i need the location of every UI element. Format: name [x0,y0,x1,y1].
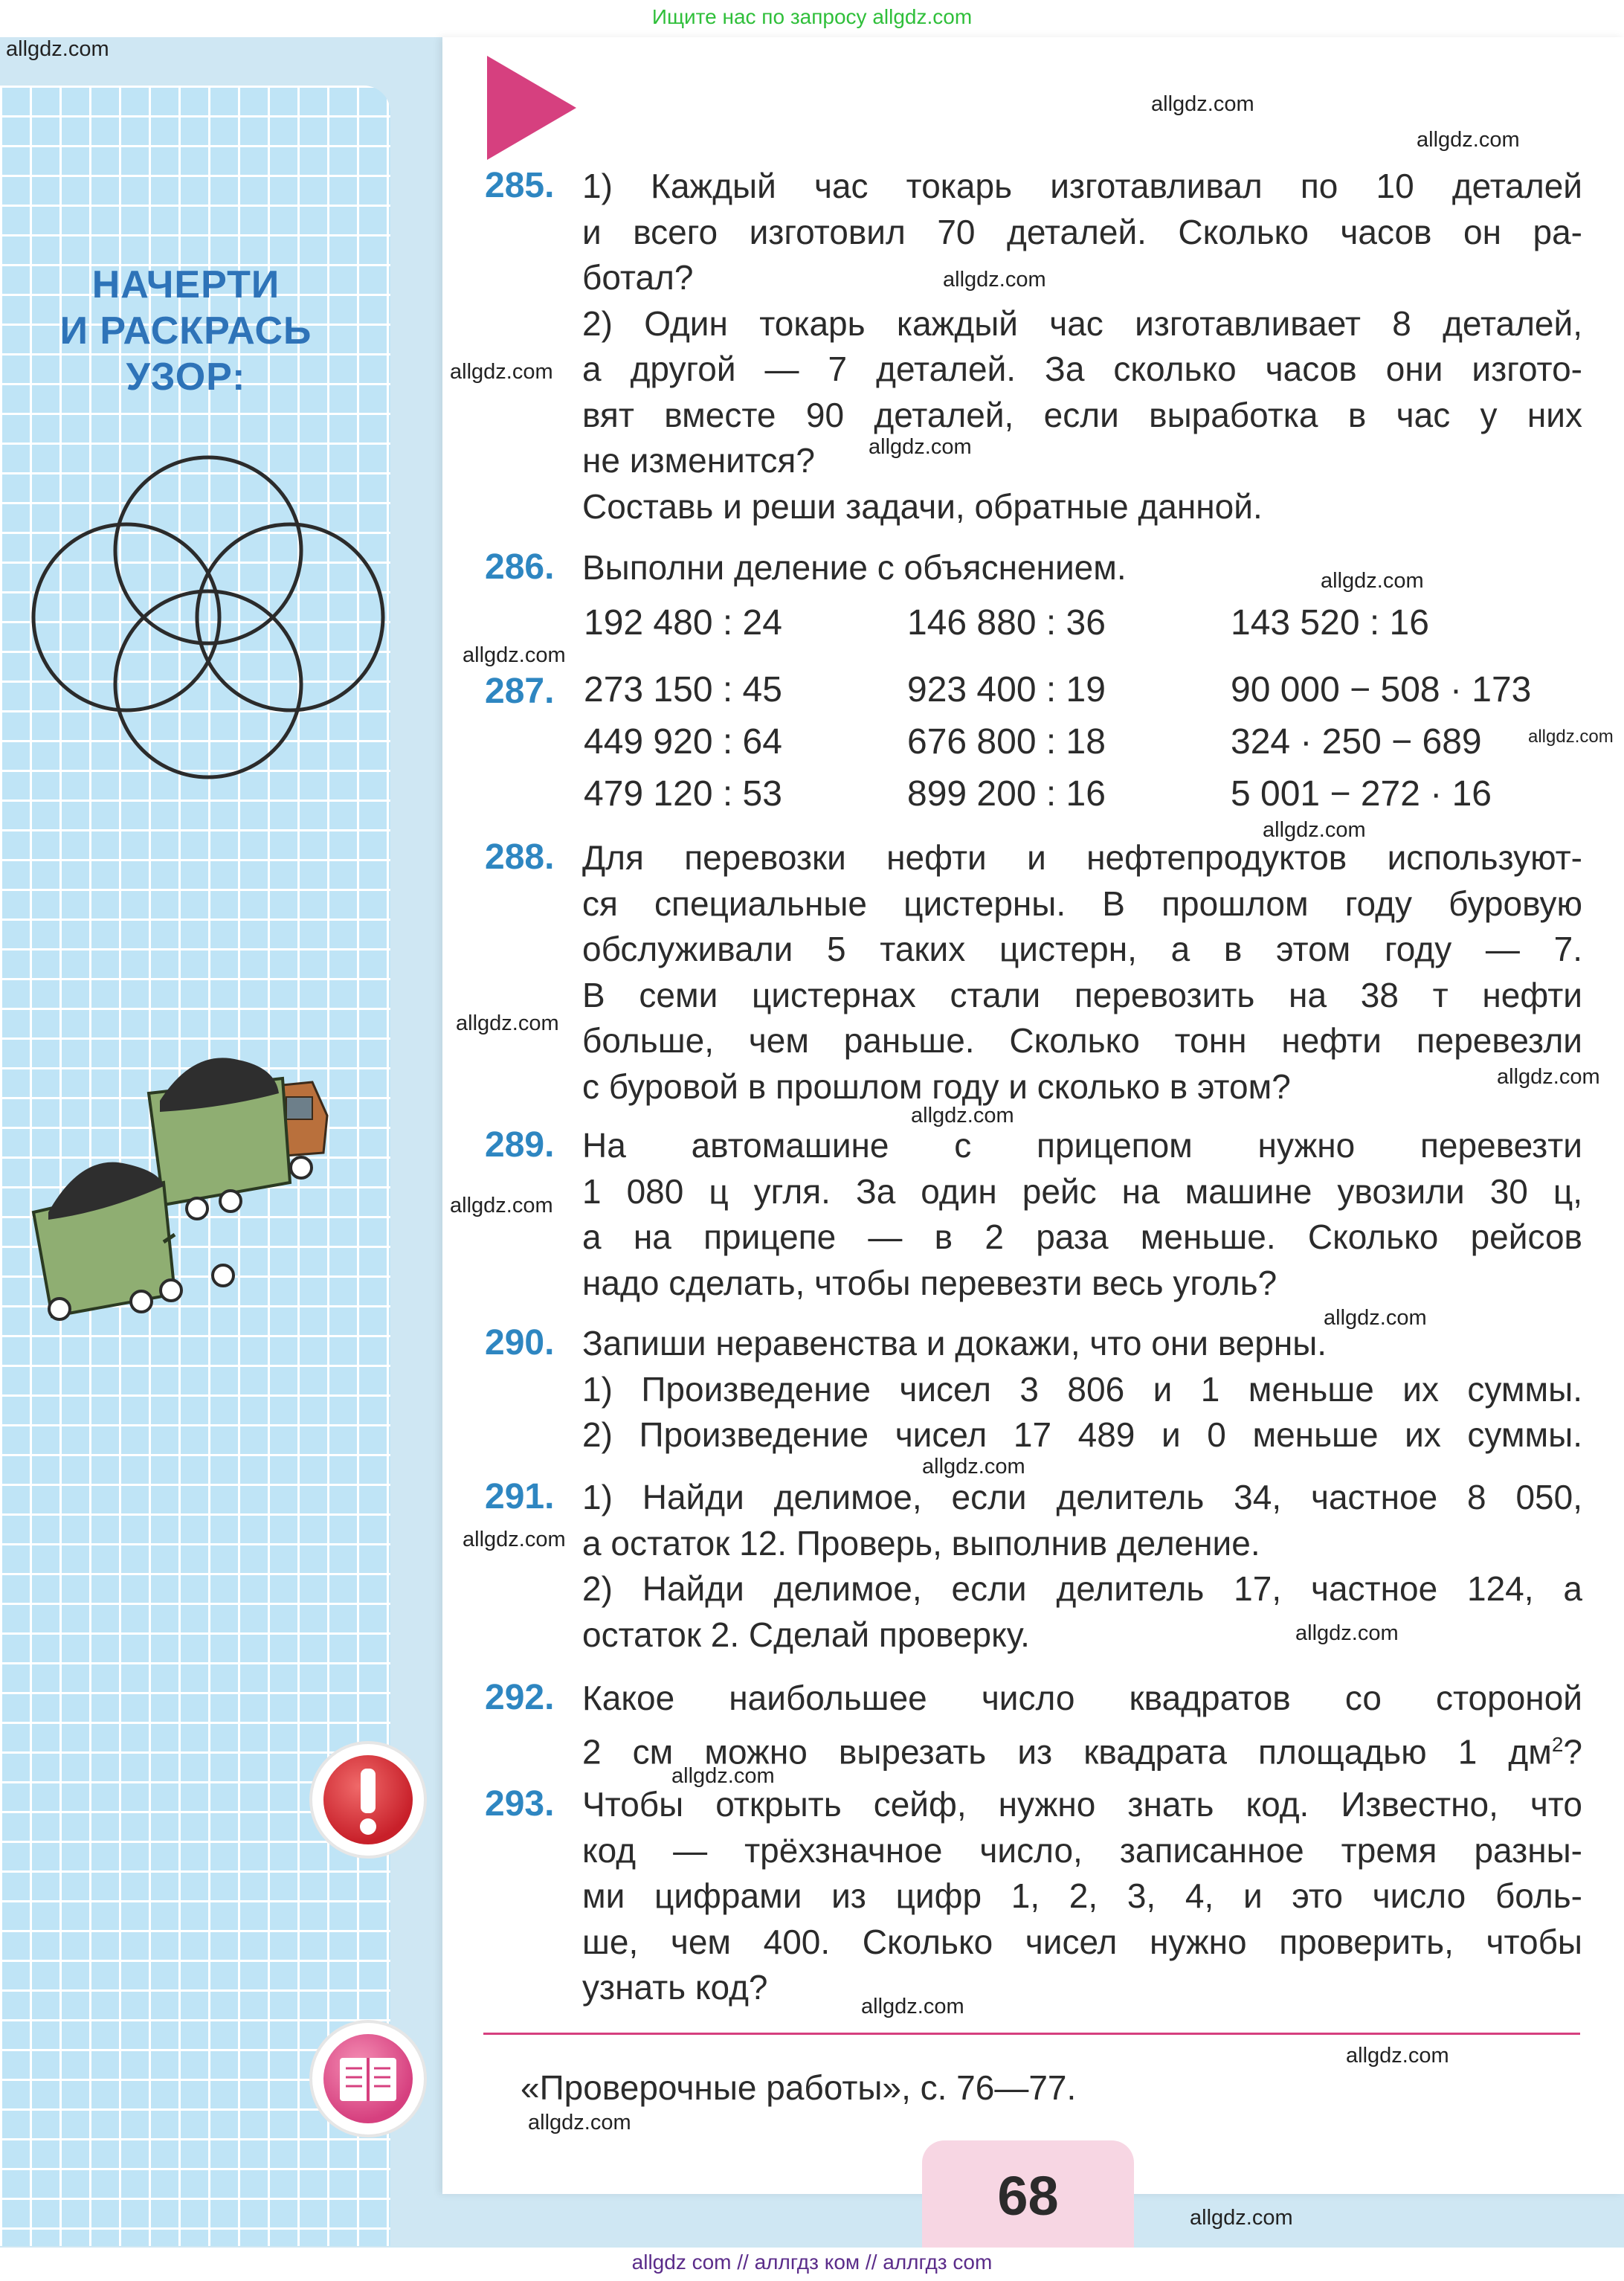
problem-number-292: 292. [485,1678,555,1717]
text-line: 1 080 ц угля. За один рейс на машине увозили 30 ц, [582,1171,1582,1211]
problem-292-text [582,1676,1582,1775]
text-line: с буровой в прошлом году и сколько в этом? [582,1066,1291,1106]
text-line: ботал? [582,258,694,297]
divider [483,2033,1580,2035]
watermark[interactable]: allgdz.com [450,1194,553,1217]
page-number: 68 [997,2165,1059,2227]
text-line: На автомашине с прицепом нужно перевезти [582,1126,1582,1165]
text-line: ся специальные цистерны. В прошлом году буровую [582,884,1582,923]
expression: 324 · 250 − 689 [1231,722,1482,762]
book-icon [312,2023,424,2134]
watermark[interactable]: allgdz.com [861,1995,964,2018]
text-line: Чтобы открыть сейф, нужно знать код. Известно, что [582,1785,1582,1824]
reference-text: «Проверочные работы», с. 76—77. [521,2068,1077,2107]
text-line: 2) Найди делимое, если делитель 17, частное 124, а [582,1569,1582,1608]
problem-number-289: 289. [485,1125,555,1165]
text-line: Запиши неравенства и докажи, что они верны. [582,1324,1327,1363]
text-line: и всего изготовил 70 деталей. Сколько часов он ра- [582,212,1582,251]
text-line: Какое наибольшее число квадратов со стороной [582,1679,1582,1717]
watermark[interactable]: allgdz.com [1151,92,1254,116]
expression: 5 001 − 272 · 16 [1231,774,1492,814]
text-line: а остаток 12. Проверь, выполнив деление. [582,1523,1260,1563]
text-line: Для перевозки нефти и нефтепродуктов используют- [582,838,1582,877]
text-line: 1) Каждый час токарь изготавливал по 10 деталей [582,167,1582,205]
expression: 143 520 : 16 [1231,603,1429,643]
triangle-arrow-icon [487,56,576,160]
watermark[interactable]: allgdz.com [911,1104,1014,1127]
truck-wheel [161,1280,181,1301]
text-line: вят вместе 90 деталей, если выработка в час у них [582,395,1582,434]
problem-286-text [582,545,1582,591]
pattern-circle [197,524,383,710]
text-line: а другой — 7 деталей. За сколько часов они изгото- [582,350,1582,388]
truck-wheel [49,1299,70,1319]
side-title-line: И РАСКРАСЬ [59,309,312,353]
watermark[interactable]: allgdz.com [1190,2206,1293,2230]
problem-285-text [582,164,1582,530]
problem-number-288: 288. [485,837,555,877]
watermark[interactable]: allgdz.com [1295,1621,1399,1645]
top-banner[interactable]: Ищите нас по запросу allgdz.com [651,5,973,28]
text-line: а на прицепе — в 2 раза меньше. Сколько рейсов [582,1217,1582,1256]
pattern-circle [115,591,301,777]
watermark[interactable]: allgdz.com [1263,818,1366,842]
watermark[interactable]: allgdz.com [463,643,566,667]
coal-truck-illustration [30,1034,342,1331]
watermark[interactable]: allgdz.com [463,1528,566,1551]
problem-number-293: 293. [485,1784,555,1824]
problem-288-text [582,835,1582,1110]
text-line: Составь и реши задачи, обратные данной. [582,486,1263,526]
watermark[interactable]: allgdz.com [1346,2044,1449,2068]
truck-wheel [291,1157,312,1178]
text-line: В семи цистернах стали перевозить на 38 т нефти [582,975,1582,1014]
expression: 192 480 : 24 [584,603,782,643]
side-title-line: НАЧЕРТИ [91,263,280,306]
watermark[interactable]: allgdz.com [943,268,1046,292]
text-line: надо сделать, чтобы перевезти весь уголь? [582,1263,1277,1302]
text-line: не изменится? [582,441,815,480]
watermark[interactable]: allgdz.com [869,435,972,459]
watermark[interactable]: allgdz.com [1324,1306,1427,1330]
text-line: остаток 2. Сделай проверку. [582,1615,1030,1654]
problem-290-text [582,1321,1582,1458]
expression: 90 000 − 508 · 173 [1231,670,1532,710]
watermark[interactable]: allgdz.com [6,37,109,61]
text-line: ми цифрами из цифр 1, 2, 3, 4, и это число боль- [582,1876,1582,1915]
text-segment: 2 см можно вырезать из квадрата площадью 1 дм [582,1731,1552,1771]
expression: 923 400 : 19 [907,670,1106,710]
text-line: 1) Произведение чисел 3 806 и 1 меньше их суммы. [582,1369,1582,1409]
truck-wheel [213,1265,233,1286]
expression: 676 800 : 18 [907,722,1106,762]
watermark[interactable]: allgdz.com [450,360,553,384]
circle-pattern [15,435,402,807]
truck-wheel [187,1198,207,1219]
watermark[interactable]: allgdz.com [671,1764,775,1788]
watermark[interactable]: allgdz.com [922,1455,1025,1479]
problem-number-291: 291. [485,1477,555,1516]
watermark[interactable]: allgdz.com [528,2111,631,2134]
watermark[interactable]: allgdz.com [1417,128,1520,152]
truck-wheel [131,1291,152,1312]
text-line: 1) Найди делимое, если делитель 34, частное 8 050, [582,1478,1582,1516]
text-line: обслуживали 5 таких цистерн, а в этом году — 7. [582,930,1582,968]
page-tab [922,2140,1134,2252]
watermark[interactable]: allgdz.com [1321,569,1424,593]
text-line: больше, чем раньше. Сколько тонн нефти перевезли [582,1021,1582,1060]
exclamation-icon [312,1744,424,1856]
watermark[interactable]: allgdz.com [1497,1065,1600,1089]
text-line: узнать код? [582,1968,768,2007]
watermark[interactable]: allgdz.com [1528,727,1614,747]
text-line: 2) Один токарь каждый час изготавливает 8 деталей, [582,303,1582,343]
bottom-banner[interactable]: allgdz com // аллгдз ком // аллгдз com [0,2248,1624,2281]
truck-wheel [220,1191,241,1212]
text-segment: ? [1563,1731,1582,1771]
expression: 449 920 : 64 [584,722,782,762]
problem-291-text [582,1475,1582,1658]
problem-number-285: 285. [485,166,555,205]
side-title [30,262,342,400]
text-line: код — трёхзначное число, записанное тремя разны- [582,1830,1582,1870]
expression: 479 120 : 53 [584,774,782,814]
expression: 273 150 : 45 [584,670,782,710]
pattern-circle [33,524,219,710]
problem-number-287: 287. [485,672,555,711]
side-title-line: УЗОР: [126,355,246,399]
watermark[interactable]: allgdz.com [456,1011,559,1035]
text-line: ше, чем 400. Сколько чисел нужно проверить, чтобы [582,1922,1582,1961]
expression: 146 880 : 36 [907,603,1106,643]
problem-number-290: 290. [485,1323,555,1363]
expression: 899 200 : 16 [907,774,1106,814]
superscript: 2 [1551,1732,1564,1756]
problem-number-286: 286. [485,547,555,587]
text-line: 2) Произведение чисел 17 489 и 0 меньше их суммы. [582,1415,1582,1454]
problem-293-text [582,1782,1582,2011]
text-line: Выполни деление с объяснением. [582,548,1127,587]
problem-289-text [582,1123,1582,1306]
